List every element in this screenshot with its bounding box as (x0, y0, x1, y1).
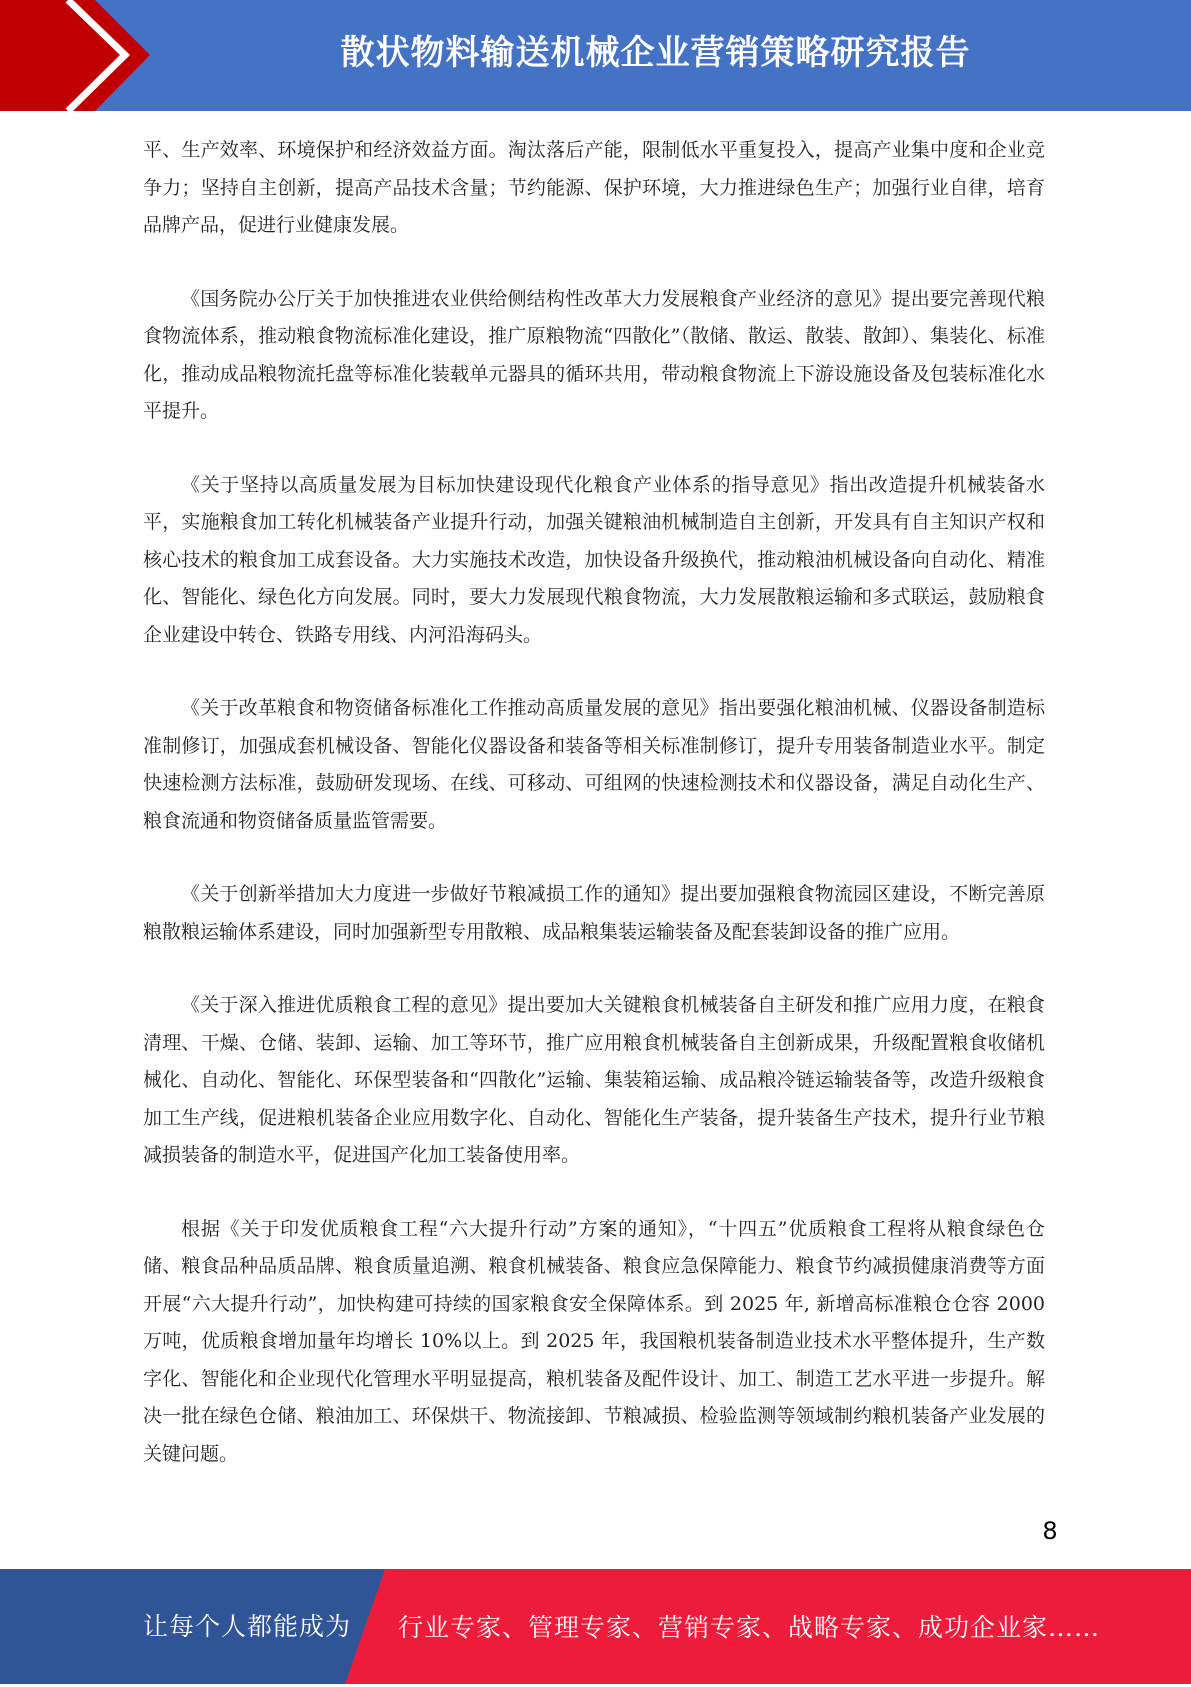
footer-slogan-right: 行业专家、管理专家、营销专家、战略专家、成功企业家…… (398, 1613, 1101, 1642)
header-chevron-decoration (0, 0, 160, 111)
document-body (143, 132, 1045, 1509)
page-number: 8 (1042, 1517, 1058, 1545)
paragraph-1: 平、生产效率、环境保护和经济效益方面。淘汰落后产能，限制低水平重复投入，提高产业集中度和企业竞争力；坚持自主创新，提高产品技术含量；节约能源、保护环境，大力推进绿色生产；加强行业自律，培育品牌产品，促进行业健康发展。 (143, 139, 1045, 236)
paragraph-5: 《关于创新举措加大力度进一步做好节粮减损工作的通知》提出要加强粮食物流园区建设，不断完善原粮散粮运输体系建设，同时加强新型专用散粮、成品粮集装运输装备及配套装卸设备的推广应用。 (143, 883, 1045, 943)
paragraph-7: 根据《关于印发优质粮食工程“六大提升行动”方案的通知》，“十四五”优质粮食工程将从粮食绿色仓储、粮食品种品质品牌、粮食质量追溯、粮食机械装备、粮食应急保障能力、粮食节约减损健康消费等方面开展“六大提升行动”，加快构建可持续的国家粮食安全保障体系。到 2025 年, 新增高标准粮仓仓容 2000 万吨，优质粮食增加量年均增长 10%以上。到 2025 年，我国粮机装备制造业技术水平整体提升，生产数字化、智能化和企业现代化管理水平明显提高，粮机装备及配件设计、加工、制造工艺水平进一步提升。解决一批在绿色仓储、粮油加工、环保烘干、物流接卸、节粮减损、检验监测等领域制约粮机装备产业发展的关键问题。 (143, 1217, 1045, 1465)
report-title: 散状物料输送机械企业营销策略研究报告 (340, 33, 971, 73)
page-header (0, 0, 1191, 111)
paragraph-3: 《关于坚持以高质量发展为目标加快建设现代化粮食产业体系的指导意见》指出改造提升机械装备水平，实施粮食加工转化机械装备产业提升行动，加强关键粮油机械制造自主创新，开发具有自主知识产权和核心技术的粮食加工成套设备。大力实施技术改造，加快设备升级换代，推动粮油机械设备向自动化、精准化、智能化、绿色化方向发展。同时，要大力发展现代粮食物流，大力发展散粮运输和多式联运，鼓励粮食企业建设中转仓、铁路专用线、内河沿海码头。 (143, 473, 1045, 646)
paragraph-4: 《关于改革粮食和物资储备标准化工作推动高质量发展的意见》指出要强化粮油机械、仪器设备制造标准制修订，加强成套机械设备、智能化仪器设备和装备等相关标准制修订，提升专用装备制造业水平。制定快速检测方法标准，鼓励研发现场、在线、可移动、可组网的快速检测技术和仪器设备，满足自动化生产、粮食流通和物资储备质量监管需要。 (143, 697, 1045, 832)
paragraph-2: 《国务院办公厅关于加快推进农业供给侧结构性改革大力发展粮食产业经济的意见》提出要完善现代粮食物流体系，推动粮食物流标准化建设，推广原粮物流“四散化”（散储、散运、散装、散卸）、集装化、标准化，推动成品粮物流托盘等标准化装载单元器具的循环共用，带动粮食物流上下游设施设备及包装标准化水平提升。 (143, 287, 1045, 422)
paragraph-6: 《关于深入推进优质粮食工程的意见》提出要加大关键粮食机械装备自主研发和推广应用力度，在粮食清理、干燥、仓储、装卸、运输、加工等环节，推广应用粮食机械装备自主创新成果，升级配置粮食收储机械化、自动化、智能化、环保型装备和“四散化”运输、集装箱运输、成品粮冷链运输装备等，改造升级粮食加工生产线，促进粮机装备企业应用数字化、自动化、智能化生产装备，提升装备生产技术，提升行业节粮减损装备的制造水平，促进国产化加工装备使用率。 (143, 994, 1045, 1166)
footer-slogan-left: 让每个人都能成为 (143, 1612, 352, 1641)
page-footer (0, 1569, 1191, 1684)
